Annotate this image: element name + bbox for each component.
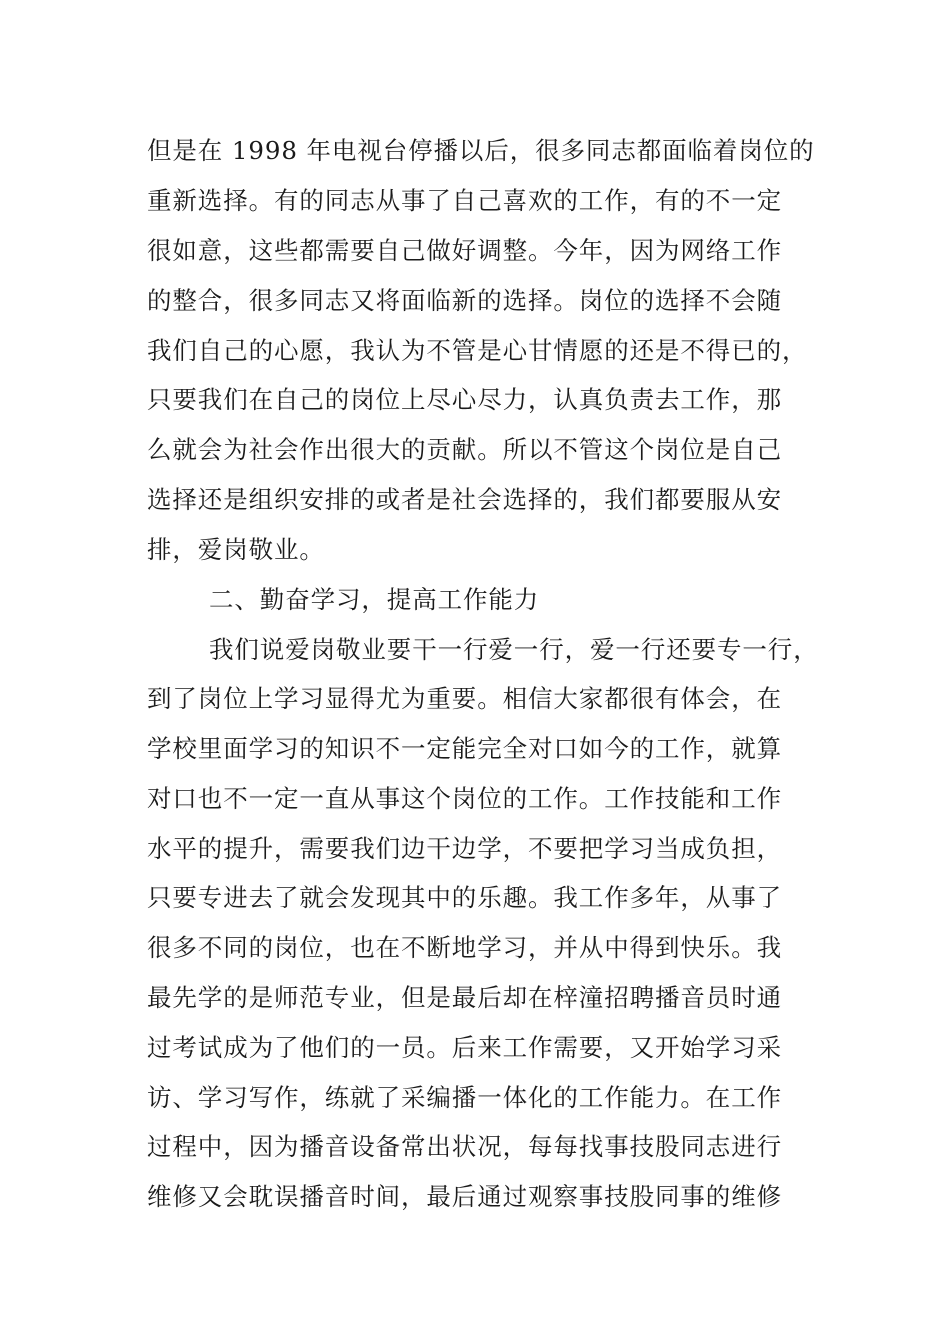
paragraph-line: 到了岗位上学习显得尤为重要。相信大家都很有体会，在 [147, 684, 782, 713]
paragraph-line: 对口也不一定一直从事这个岗位的工作。工作技能和工作 [147, 784, 782, 813]
paragraph-line: 很多不同的岗位，也在不断地学习，并从中得到快乐。我 [147, 933, 782, 962]
paragraph-line: 但是在 1998 年电视台停播以后，很多同志都面临着岗位的 [147, 136, 815, 165]
paragraph-line: 学校里面学习的知识不一定能完全对口如今的工作，就算 [147, 734, 782, 763]
section-heading: 二、勤奋学习，提高工作能力 [209, 585, 540, 614]
paragraph-line: 只要我们在自己的岗位上尽心尽力，认真负责去工作，那 [147, 385, 782, 414]
paragraph-line: 只要专进去了就会发现其中的乐趣。我工作多年，从事了 [147, 883, 782, 912]
paragraph-line: 我们说爱岗敬业要干一行爱一行，爱一行还要专一行， [209, 635, 819, 664]
paragraph-line: 重新选择。有的同志从事了自己喜欢的工作，有的不一定 [147, 186, 782, 215]
paragraph-line: 的整合，很多同志又将面临新的选择。岗位的选择不会随 [147, 286, 782, 315]
paragraph-line: 很如意，这些都需要自己做好调整。今年，因为网络工作 [147, 236, 782, 265]
paragraph-line: 过考试成为了他们的一员。后来工作需要，又开始学习采 [147, 1033, 782, 1062]
paragraph-line: 排，爱岗敬业。 [147, 535, 325, 564]
paragraph-line: 水平的提升，需要我们边干边学，不要把学习当成负担， [147, 834, 782, 863]
paragraph-line: 选择还是组织安排的或者是社会选择的，我们都要服从安 [147, 485, 782, 514]
paragraph-line: 我们自己的心愿，我认为不管是心甘情愿的还是不得已的， [147, 336, 808, 365]
paragraph-line: 访、学习写作，练就了采编播一体化的工作能力。在工作 [147, 1083, 782, 1112]
paragraph-line: 过程中，因为播音设备常出状况，每每找事技股同志进行 [147, 1132, 782, 1161]
paragraph-line: 最先学的是师范专业，但是最后却在梓潼招聘播音员时通 [147, 983, 782, 1012]
paragraph-line: 维修又会耽误播音时间，最后通过观察事技股同事的维修 [147, 1182, 782, 1211]
paragraph-line: 么就会为社会作出很大的贡献。所以不管这个岗位是自己 [147, 435, 782, 464]
